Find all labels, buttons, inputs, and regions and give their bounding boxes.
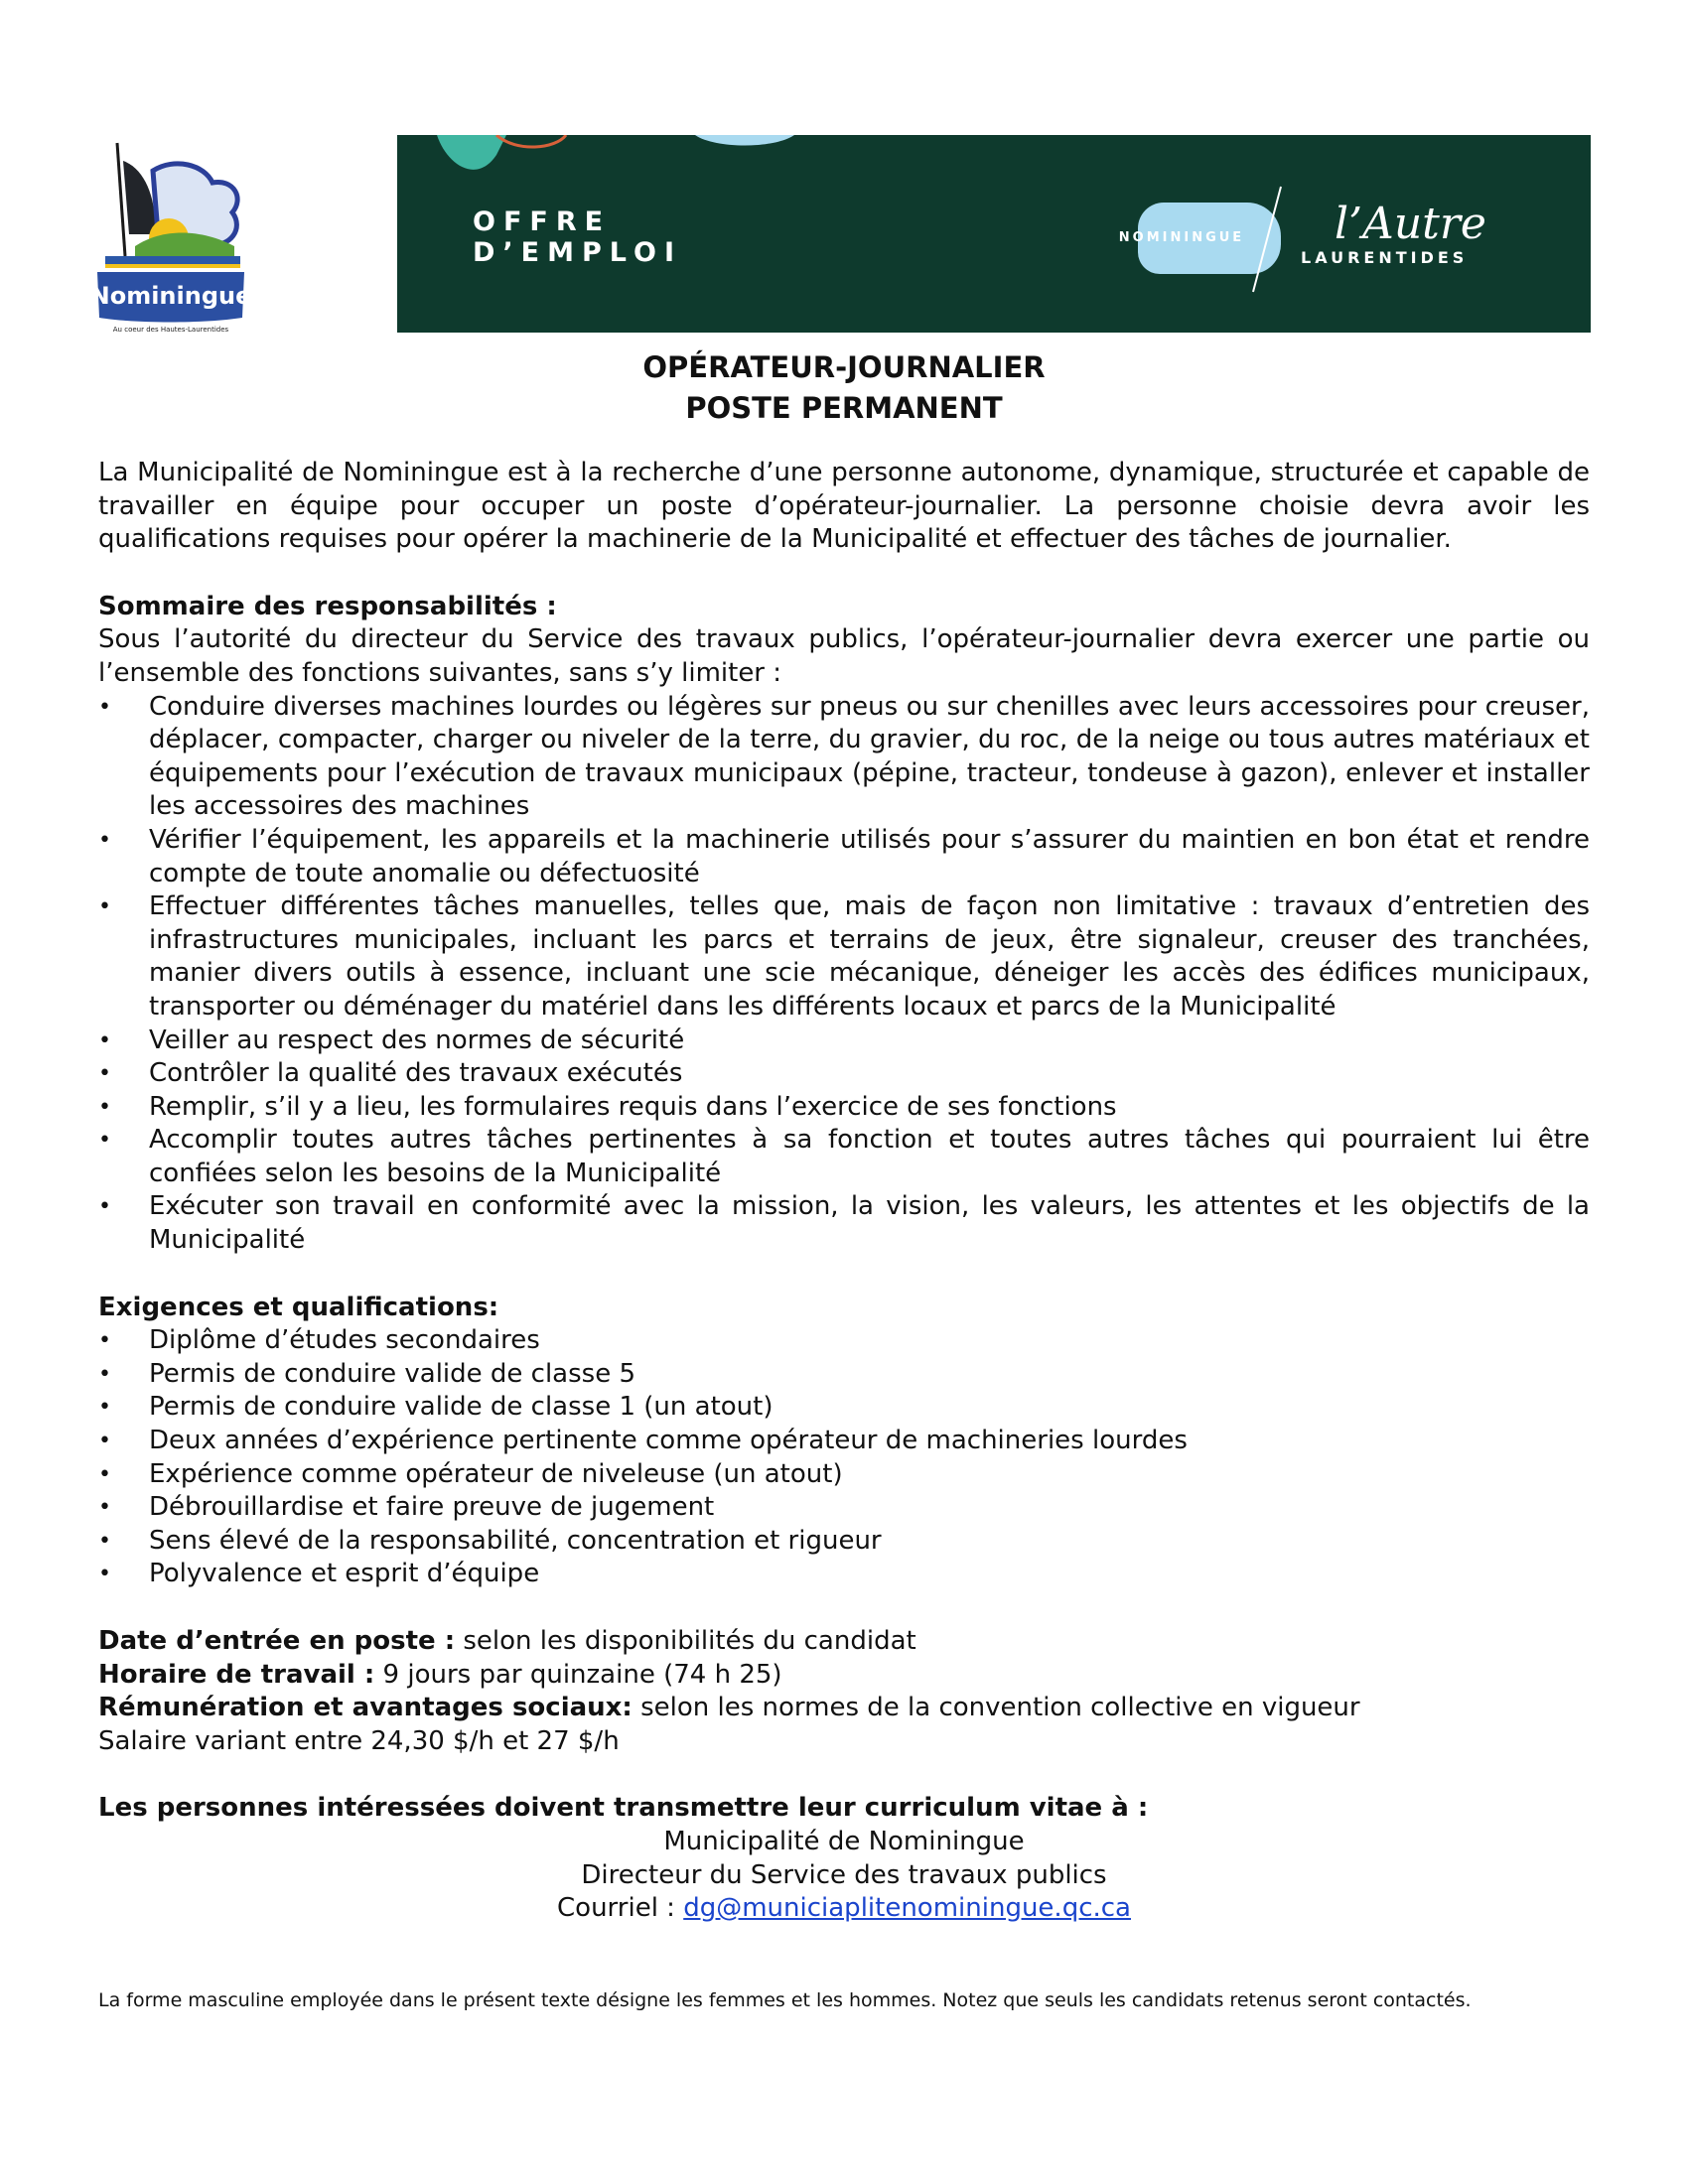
list-item: • Conduire diverses machines lourdes ou légères sur pneus ou sur chenilles avec leurs accessoires pour creuser, déplacer, compacter, charger ou niveler de la terre, du gravier, du roc, de la neige ou tous autres matériaux et équipements pour l’exécution de travaux municipaux (pépine, tracteur, tondeuse à gazon), enlever et installer les accessoires des machines [98,691,1590,824]
banner-offer-text [473,206,682,268]
schedule-line [98,1659,1590,1693]
banner-decoration [397,135,993,195]
email-link[interactable]: dg@municiaplitenominingue.qc.ca [683,1893,1131,1924]
list-item: • Veiller au respect des normes de sécurité [98,1024,1590,1058]
list-item: • Accomplir toutes autres tâches pertinentes à sa fonction et toutes autres tâches qui pourraient lui être confiées selon les besoins de la Municipalité [98,1124,1590,1190]
footer-note: La forme masculine employée dans le présent texte désigne les femmes et les hommes. Notez que seuls les candidats retenus seront contactés. [98,1989,1472,2011]
title-line2: POSTE PERMANENT [685,391,1003,425]
page-title [0,347,1688,429]
apply-heading: Les personnes intéressées doivent transmettre leur curriculum vitae à : [98,1793,1149,1824]
brand-divider [1247,185,1287,294]
schedule-label: Horaire de travail : [98,1659,375,1690]
start-date-label: Date d’entrée en poste : [98,1626,456,1656]
salary-line: Salaire variant entre 24,30 $/h et 27 $/h [98,1725,620,1756]
logo-text: Nominingue [95,282,252,310]
apply-dept: Directeur du Service des travaux publics [581,1859,1107,1890]
list-item: • Remplir, s’il y a lieu, les formulaires requis dans l’exercice de ses fonctions [98,1091,1590,1125]
list-item: • Sens élevé de la responsabilité, concentration et rigueur [98,1525,1590,1559]
start-date-line [98,1625,1590,1659]
list-item: • Diplôme d’études secondaires [98,1324,1590,1358]
responsibilities-heading: Sommaire des responsabilités : [98,591,557,621]
brand-autre: l’Autre [1335,199,1486,249]
intro-paragraph: La Municipalité de Nominingue est à la recherche d’une personne autonome, dynamique, structurée et capable de travailler en équipe pour occuper un poste d’opérateur-journalier. La personne choisie devra avoir les qualifications requises pour opérer la machinerie de la Municipalité et effectuer des tâches de journalier. [98,458,1590,555]
list-item: • Permis de conduire valide de classe 5 [98,1358,1590,1392]
apply-email-line [98,1892,1590,1926]
job-offer-banner [397,135,1591,333]
list-item: • Polyvalence et esprit d’équipe [98,1558,1590,1591]
municipality-logo [95,139,254,334]
pay-line [98,1692,1590,1725]
pay-value: selon les normes de la convention collective en vigueur [632,1693,1360,1723]
responsibilities-lead: Sous l’autorité du directeur du Service des travaux publics, l’opérateur-journalier devra exercer une partie ou l’ensemble des fonctions suivantes, sans s’y limiter : [98,624,1590,688]
responsibilities-section [98,591,1590,1258]
requirements-heading: Exigences et qualifications: [98,1292,499,1322]
main-content [98,457,1590,1926]
pay-label: Rémunération et avantages sociaux: [98,1693,633,1723]
list-item: • Effectuer différentes tâches manuelles, telles que, mais de façon non limitative : travaux d’entretien des infrastructures municipales, incluant les parcs et terrains de jeux, être signaleur, creuser des tranchées, manier divers outils à essence, incluant une scie mécanique, déneiger les accès des édifices municipaux, transporter ou déménager du matériel dans les différents locaux et parcs de la Municipalité [98,890,1590,1024]
title-line1: OPÉRATEUR-JOURNALIER [642,350,1046,384]
requirements-list [98,1324,1590,1591]
logo-tagline: Au coeur des Hautes-Laurentides [112,326,229,334]
requirements-section [98,1292,1590,1591]
responsibilities-list [98,691,1590,1258]
banner-offer-line1: OFFRE [473,206,612,237]
list-item: • Contrôler la qualité des travaux exécutés [98,1057,1590,1091]
schedule-value: 9 jours par quinzaine (74 h 25) [374,1659,782,1690]
list-item: • Permis de conduire valide de classe 1 (un atout) [98,1391,1590,1425]
apply-org: Municipalité de Nominingue [663,1826,1025,1856]
conditions-section [98,1625,1590,1758]
brand-laurentides: LAURENTIDES [1301,248,1469,267]
list-item: • Vérifier l’équipement, les appareils et la machinerie utilisés pour s’assurer du maintien en bon état et rendre compte de toute anomalie ou défectuosité [98,824,1590,890]
list-item: • Deux années d’expérience pertinente comme opérateur de machineries lourdes [98,1425,1590,1458]
brand-nominingue: NOMININGUE [1118,230,1245,245]
list-item: • Débrouillardise et faire preuve de jugement [98,1491,1590,1525]
list-item: • Expérience comme opérateur de niveleuse (un atout) [98,1458,1590,1492]
email-label: Courriel : [557,1893,684,1924]
list-item: • Exécuter son travail en conformité avec la mission, la vision, les valeurs, les attentes et les objectifs de la Municipalité [98,1190,1590,1257]
start-date-value: selon les disponibilités du candidat [455,1626,916,1656]
apply-section [98,1792,1590,1925]
banner-offer-line2: D’EMPLOI [473,237,683,268]
